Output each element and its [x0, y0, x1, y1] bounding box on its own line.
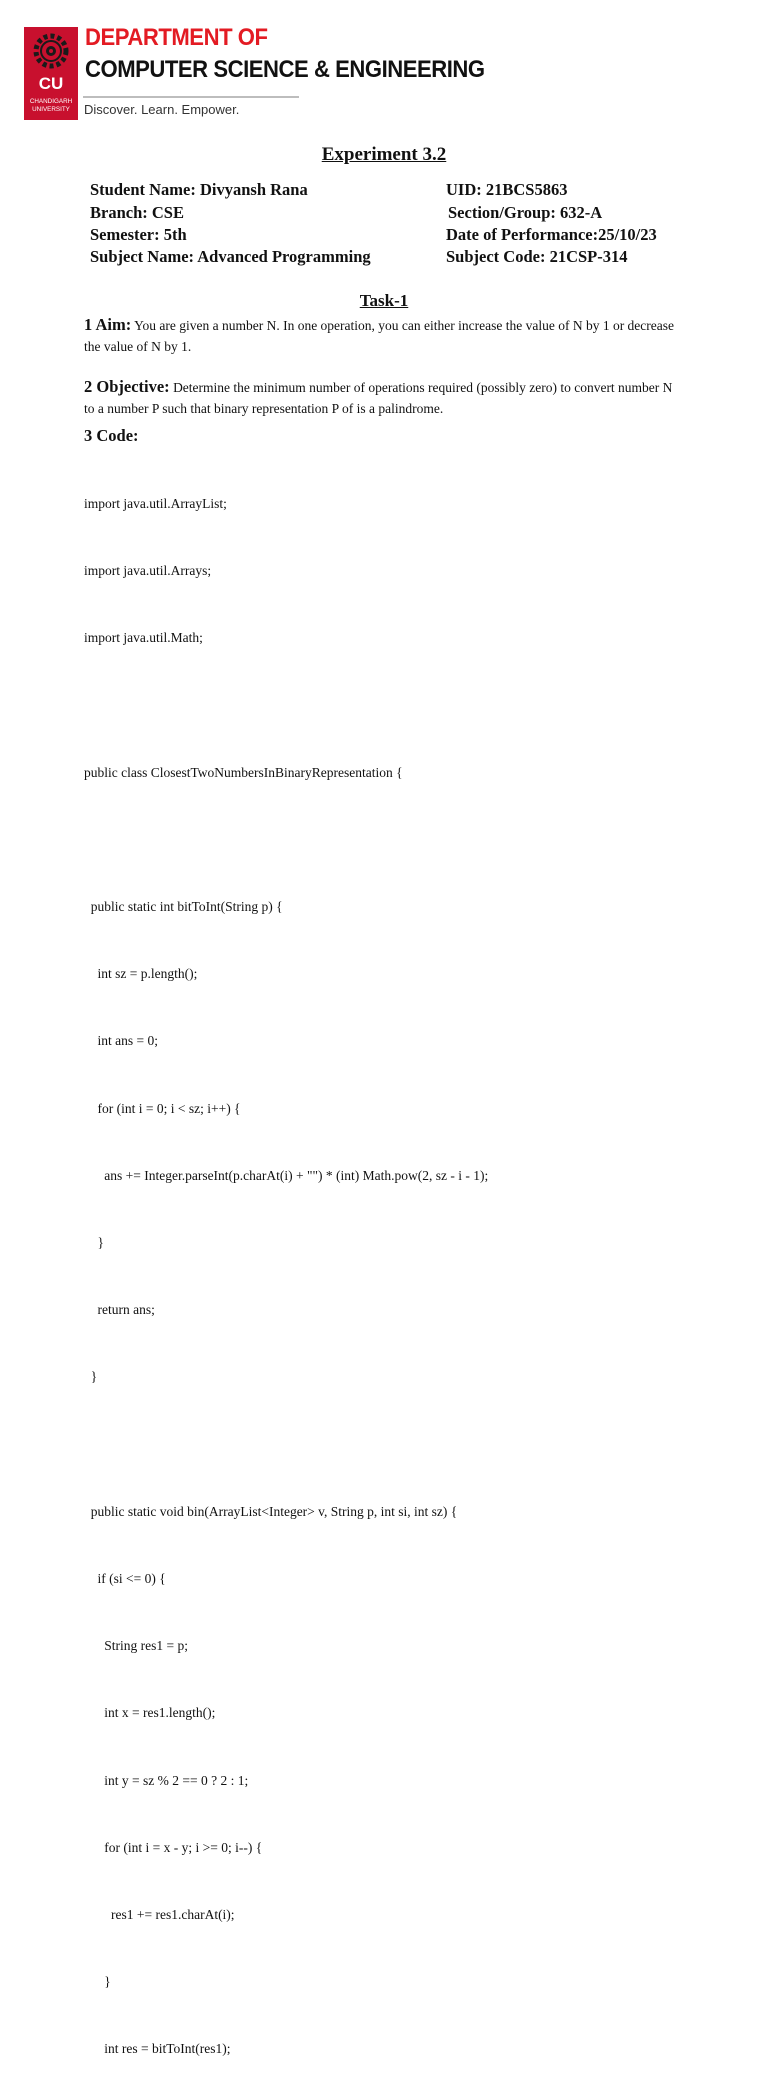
university-logo — [24, 27, 78, 120]
code-line: } — [84, 1974, 111, 1990]
student-uid: UID: 21BCS5863 — [446, 180, 568, 199]
code-line: import java.util.ArrayList; — [84, 495, 227, 511]
code-line: public static int bitToInt(String p) { — [84, 899, 283, 915]
code-line: ans += Integer.parseInt(p.charAt(i) + "") * (int) Math.pow(2, sz - i - 1); — [84, 1167, 489, 1183]
code-line — [84, 694, 488, 716]
objective-heading: 2 Objective: — [84, 377, 170, 396]
code-line: public static void bin(ArrayList<Integer> v, String p, int si, int sz) { — [84, 1503, 458, 1519]
code-line: import java.util.Math; — [84, 630, 203, 646]
task-title-text: Task-1 — [359, 291, 409, 310]
code-line: for (int i = 0; i < sz; i++) { — [84, 1100, 241, 1116]
document-header — [24, 24, 485, 124]
code-line — [84, 829, 488, 851]
student-branch: Branch: CSE — [90, 203, 184, 222]
code-block — [84, 448, 488, 2083]
experiment-title-text: Experiment 3.2 — [321, 144, 447, 165]
code-line: int ans = 0; — [84, 1033, 158, 1049]
tagline: Discover. Learn. Empower. — [84, 102, 240, 117]
code-heading: 3 Code: — [84, 426, 139, 445]
logo-university-name: CHANDIGARH UNIVERSITY — [29, 98, 73, 113]
performance-date: Date of Performance:25/10/23 — [446, 225, 657, 244]
code-line: import java.util.Arrays; — [84, 563, 212, 579]
code-line: res1 += res1.charAt(i); — [84, 1907, 235, 1923]
code-line: if (si <= 0) { — [84, 1571, 166, 1587]
logo-monogram: CU — [38, 74, 64, 93]
subject-code: Subject Code: 21CSP-314 — [446, 247, 628, 266]
code-line: int sz = p.length(); — [84, 966, 198, 982]
experiment-title — [0, 144, 768, 166]
header-divider — [83, 96, 299, 98]
task-title — [0, 291, 768, 311]
code-line: } — [84, 1235, 104, 1251]
code-line: } — [84, 1369, 98, 1385]
code-line: public class ClosestTwoNumbersInBinaryRepresentation { — [84, 764, 403, 780]
aim-section — [84, 314, 684, 357]
department-title-line1: DEPARTMENT OF — [85, 24, 268, 51]
department-title-line2: COMPUTER SCIENCE & ENGINEERING — [85, 56, 485, 83]
aim-text: You are given a number N. In one operation, you can either increase the value of N by 1 or decrease the value of N by 1. — [84, 318, 675, 354]
student-section: Section/Group: 632-A — [448, 203, 603, 222]
aim-heading: 1 Aim: — [84, 315, 132, 334]
code-line: return ans; — [84, 1302, 155, 1318]
student-name: Student Name: Divyansh Rana — [90, 180, 308, 199]
code-line: String res1 = p; — [84, 1638, 188, 1654]
objective-section — [84, 376, 684, 419]
code-line: int x = res1.length(); — [84, 1705, 216, 1721]
objective-text: Determine the minimum number of operations required (possibly zero) to convert number N to a number P such that binary representation P of is a palindrome. — [84, 380, 673, 416]
code-line: int res = bitToInt(res1); — [84, 2041, 231, 2057]
code-line — [84, 1434, 488, 1456]
code-line: for (int i = x - y; i >= 0; i--) { — [84, 1839, 263, 1855]
subject-name: Subject Name: Advanced Programming — [90, 247, 371, 266]
student-semester: Semester: 5th — [90, 225, 187, 244]
code-line: int y = sz % 2 == 0 ? 2 : 1; — [84, 1772, 249, 1788]
gear-emblem-icon — [24, 27, 78, 77]
